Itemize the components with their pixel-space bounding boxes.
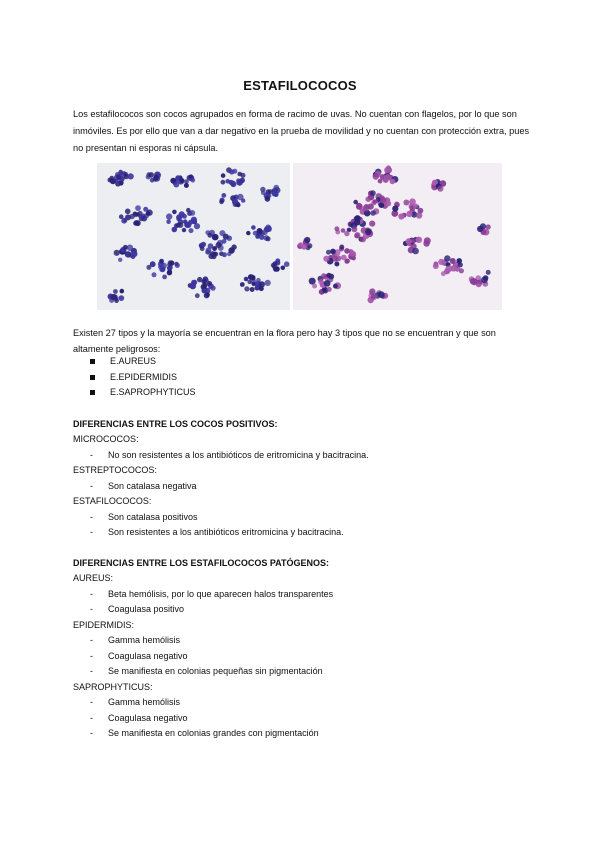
types-paragraph: Existen 27 tipos y la mayoría se encuentran en la flora pero hay 3 tipos que no se encuentran y que son altamente peligrosos: xyxy=(73,328,496,354)
list-item: - No son resistentes a los antibióticos de eritromicina y bacitracina. xyxy=(90,449,369,460)
page-title: ESTAFILOCOCOS xyxy=(243,78,357,93)
group-label: ESTREPTOCOCOS: xyxy=(73,465,157,475)
list-item: - Coagulasa negativo xyxy=(90,712,188,723)
section-cocos-positivos xyxy=(73,416,369,541)
gram-stain-micrograph-dark-blue-icon xyxy=(97,163,290,310)
square-bullet-icon xyxy=(90,375,95,380)
list-item: E.EPIDERMIDIS xyxy=(90,370,196,386)
group-label: MICROCOCOS: xyxy=(73,434,139,444)
group-label: ESTAFILOCOCOS: xyxy=(73,496,152,506)
list-item: - Son catalasa negativa xyxy=(90,480,197,491)
list-item: - Gamma hemólisis xyxy=(90,635,181,645)
types-list xyxy=(90,354,196,401)
list-item: - Son resistentes a los antibióticos eritromicina y bacitracina. xyxy=(90,527,344,537)
list-item: - Se manifiesta en colonias pequeñas sin pigmentación xyxy=(90,666,323,676)
list-item: - Gamma hemólisis xyxy=(90,697,181,707)
micrograph-images xyxy=(97,163,502,310)
square-bullet-icon xyxy=(90,390,95,395)
list-item: - Son catalasa positivos xyxy=(90,511,198,522)
intro-paragraph: Los estafilococos son cocos agrupados en forma de racimo de uvas. No cuentan con flagelos, por lo que son inmóviles. Es por ello que van a dar negativo en la prueba de movilidad y no cuentan con protección extra, pues no presentan ni esporas ni cápsula. xyxy=(73,109,530,153)
group-label: SAPROPHYTICUS: xyxy=(73,681,153,692)
gram-stain-micrograph-purple-icon xyxy=(293,163,502,310)
section-heading: DIFERENCIAS ENTRE LOS ESTAFILOCOCOS PATÓGENOS: xyxy=(73,558,330,568)
list-item: E.AUREUS xyxy=(90,354,196,370)
section-estafilococos-patogenos xyxy=(73,555,333,742)
list-item: - Coagulasa negativo xyxy=(90,650,188,661)
section-heading: DIFERENCIAS ENTRE LOS COCOS POSITIVOS: xyxy=(73,419,278,429)
list-item: - Coagulasa positivo xyxy=(90,604,185,614)
square-bullet-icon xyxy=(90,359,95,364)
list-item: E.SAPROPHYTICUS xyxy=(90,385,196,401)
group-label: EPIDERMIDIS: xyxy=(73,619,135,630)
group-label: AUREUS: xyxy=(73,573,114,583)
list-item: - Se manifiesta en colonias grandes con pigmentación xyxy=(90,728,319,738)
list-item: - Beta hemólisis, por lo que aparecen halos transparentes xyxy=(90,588,334,599)
